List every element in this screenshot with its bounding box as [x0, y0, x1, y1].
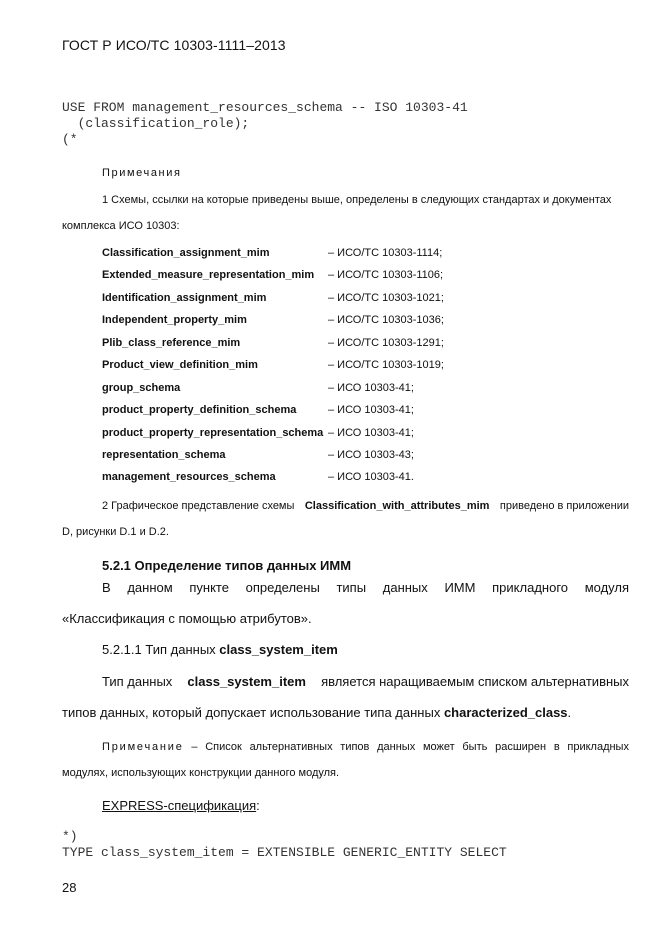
ref-name: Classification_assignment_mim	[102, 247, 270, 259]
section-5-2-1-1-heading	[102, 642, 338, 657]
section-5-2-1-para-line-1	[102, 580, 629, 595]
ref-name: group_schema	[102, 382, 181, 394]
ref-name: management_resources_schema	[102, 471, 276, 483]
ref-standard: – ИСО 10303-41;	[328, 404, 414, 416]
note-3-line-1	[102, 741, 629, 753]
ref-standard: – ИСО/ТС 10303-1019;	[328, 359, 444, 371]
para-word: В	[102, 580, 111, 595]
ref-name: Extended_measure_representation_mim	[102, 269, 315, 281]
note-2-line-1	[102, 500, 629, 512]
code-line-use-from: USE FROM management_resources_schema -- ISO 10303-41	[62, 100, 468, 115]
note-3-line-2: модулях, использующих конструкции данного модуля.	[62, 767, 340, 779]
section-5-2-1-1-para-line-2	[62, 705, 571, 720]
ref-name: representation_schema	[102, 449, 226, 461]
express-spec-text: EXPRESS-спецификация	[102, 798, 257, 813]
para-word: данных	[382, 580, 428, 595]
para-word: модуля	[584, 580, 629, 595]
ref-name: Plib_class_reference_mim	[102, 337, 241, 349]
code-line-type-declaration: TYPE class_system_item = EXTENSIBLE GENERIC_ENTITY SELECT	[62, 845, 507, 860]
express-spec-colon: :	[256, 798, 260, 813]
para-line2-end: .	[567, 705, 572, 720]
note-word: быть	[462, 741, 488, 753]
para-prefix: Тип данных	[102, 674, 173, 689]
ref-standard: – ИСО/ТС 10303-1114;	[328, 247, 443, 259]
ref-name: Product_view_definition_mim	[102, 359, 258, 371]
section-5-2-1-1-para-line-1	[102, 674, 629, 689]
section-5-2-1-heading: 5.2.1 Определение типов данных ИММ	[102, 558, 352, 573]
note-word: данных	[377, 741, 416, 753]
para-rest: является наращиваемым списком альтернативных	[321, 674, 629, 689]
para-word: прикладного	[492, 580, 569, 595]
note-3-label: Примечание	[102, 741, 184, 753]
note-1-line-1	[102, 194, 629, 206]
para-word: определены	[245, 580, 320, 595]
ref-name: product_property_representation_schema	[102, 427, 324, 439]
para-word: типы	[336, 580, 367, 595]
ref-standard: – ИСО/ТС 10303-1021;	[328, 292, 444, 304]
note-3-dash: –	[191, 741, 198, 753]
section-5-2-1-para-line-2: «Классификация с помощью атрибутов».	[62, 611, 312, 626]
heading-prefix: 5.2.1.1 Тип данных	[102, 642, 216, 657]
note-word: Список	[205, 741, 242, 753]
note-word: в	[553, 741, 560, 753]
ref-standard: – ИСО 10303-41.	[328, 471, 414, 483]
note-word: типов	[340, 741, 370, 753]
note-2-suffix: приведено в приложении	[499, 500, 629, 512]
ref-standard: – ИСО 10303-41;	[328, 427, 414, 439]
ref-name: product_property_definition_schema	[102, 404, 297, 416]
para-word: данном	[127, 580, 173, 595]
code-line-comment-close: *)	[62, 829, 78, 844]
para-type-name: class_system_item	[187, 674, 306, 689]
code-line-comment-open: (*	[62, 132, 78, 147]
para-line2-type-name: characterized_class	[443, 705, 568, 720]
ref-standard: – ИСО/ТС 10303-1036;	[328, 314, 444, 326]
heading-type-name: class_system_item	[219, 642, 338, 657]
ref-name: Independent_property_mim	[102, 314, 247, 326]
para-word: ИММ	[444, 580, 476, 595]
code-line-classification-role: (classification_role);	[62, 116, 250, 131]
note-1-line-2: комплекса ИСО 10303:	[62, 220, 180, 232]
ref-name: Identification_assignment_mim	[102, 292, 267, 304]
para-line2-prefix: типов данных, который допускает использование типа данных	[62, 705, 441, 720]
ref-standard: – ИСО/ТС 10303-1106;	[328, 269, 444, 281]
note-word: альтернативных	[249, 741, 333, 753]
note-word: может	[422, 741, 455, 753]
note-word: расширен	[495, 741, 547, 753]
note-2-prefix: 2 Графическое представление схемы	[102, 500, 295, 512]
para-word: пункте	[189, 580, 229, 595]
document-header: ГОСТ Р ИСО/ТС 10303-1111–2013	[62, 37, 286, 53]
ref-standard: – ИСО 10303-43;	[328, 449, 414, 461]
express-spec-label	[102, 798, 260, 813]
ref-standard: – ИСО/ТС 10303-1291;	[328, 337, 444, 349]
note-1-text: 1 Схемы, ссылки на которые приведены выше, определены в следующих стандартах и документах	[102, 194, 612, 206]
page-number: 28	[62, 880, 77, 895]
notes-title: Примечания	[102, 167, 182, 179]
note-2-line-2: D, рисунки D.1 и D.2.	[62, 526, 169, 538]
ref-standard: – ИСО 10303-41;	[328, 382, 414, 394]
note-word: прикладных	[567, 741, 629, 753]
note-2-schema-name: Classification_with_attributes_mim	[304, 500, 490, 512]
